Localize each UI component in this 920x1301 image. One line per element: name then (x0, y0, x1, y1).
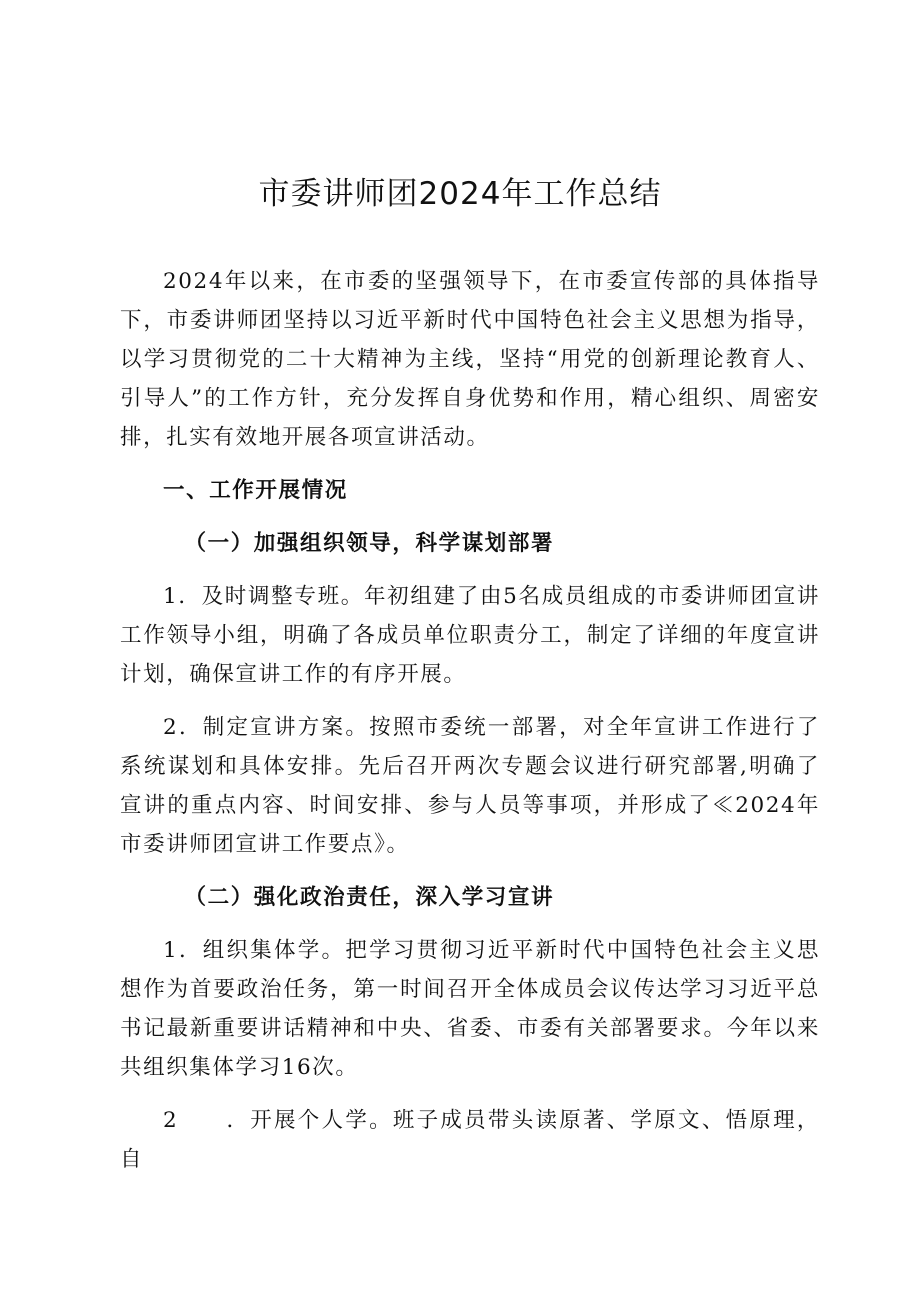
paragraph-2-1: 1．组织集体学。把学习贯彻习近平新时代中国特色社会主义思想作为首要政治任务，第一时间召开全体成员会议传达学习习近平总书记最新重要讲话精神和中央、省委、市委有关部署要求。今年以来共组织集体学习16次。 (120, 938, 820, 1080)
paragraph-2-2: 2 ．开展个人学。班子成员带头读原著、学原文、悟原理，自 (120, 1108, 820, 1172)
paragraph-1-1: 1．及时调整专班。年初组建了由5名成员组成的市委讲师团宣讲工作领导小组，明确了各成员单位职责分工，制定了详细的年度宣讲计划，确保宣讲工作的有序开展。 (120, 584, 820, 687)
section-heading-1: 一、工作开展情况 (163, 478, 348, 503)
intro-paragraph: 2024年以来，在市委的坚强领导下，在市委宣传部的具体指导下，市委讲师团坚持以习近平新时代中国特色社会主义思想为指导，以学习贯彻党的二十大精神为主线，坚持“用党的创新理论教育人、引导人”的工作方针，充分发挥自身优势和作用，精心组织、周密安排，扎实有效地开展各项宣讲活动。 (120, 269, 820, 450)
document-body (120, 262, 820, 1193)
subsection-heading-2: （二）强化政治责任，深入学习宣讲 (184, 885, 555, 910)
paragraph-1-2: 2．制定宣讲方案。按照市委统一部署，对全年宣讲工作进行了系统谋划和具体安排。先后召开两次专题会议进行研究部署,明确了宣讲的重点内容、时间安排、参与人员等事项，并形成了≪2024年市委讲师团宣讲工作要点》。 (120, 715, 820, 857)
subsection-heading-1: （一）加强组织领导，科学谋划部署 (184, 531, 555, 556)
document-title: 市委讲师团2024年工作总结 (258, 176, 662, 212)
